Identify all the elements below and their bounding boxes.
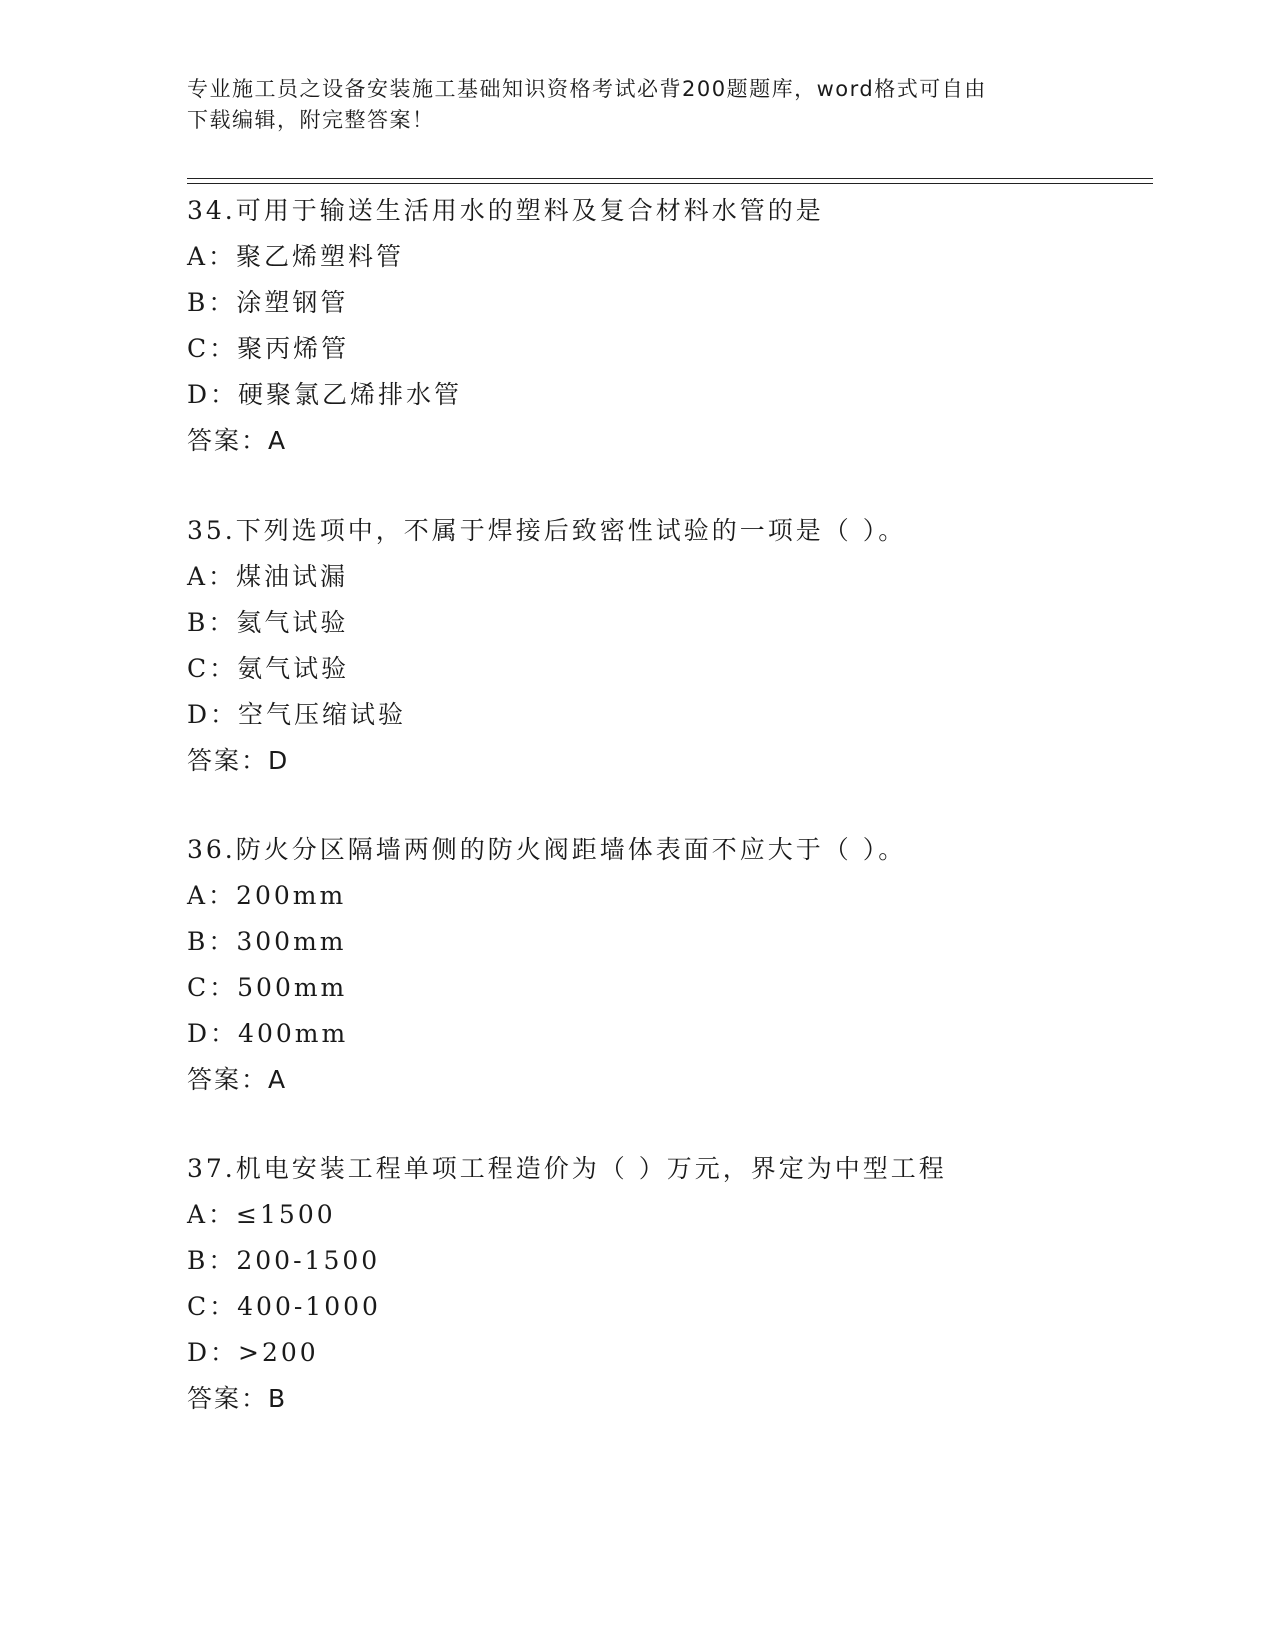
answer: 答案：B: [187, 1384, 288, 1413]
header-line-2: 下载编辑，附完整答案！: [187, 108, 435, 132]
option-a: A：≤1500: [187, 1200, 336, 1229]
question-stem: 36.防火分区隔墙两侧的防火阀距墙体表面不应大于（ ）。: [187, 835, 907, 864]
option-d: D：400mm: [187, 1019, 349, 1048]
question-stem: 37.机电安装工程单项工程造价为（ ）万元，界定为中型工程: [187, 1154, 947, 1183]
header-divider-top: [187, 178, 1153, 179]
answer: 答案：A: [187, 1065, 288, 1094]
option-b: B：200-1500: [187, 1246, 381, 1275]
question-36: [187, 827, 1167, 1103]
question-stem: 34.可用于输送生活用水的塑料及复合材料水管的是: [187, 196, 824, 225]
option-b: B：300mm: [187, 927, 347, 956]
header-line-1: 专业施工员之设备安装施工基础知识资格考试必背200题题库，word格式可自由: [187, 77, 987, 101]
option-c: C：500mm: [187, 973, 348, 1002]
option-d: D：>200: [187, 1338, 319, 1367]
option-d: D：空气压缩试验: [187, 700, 407, 729]
question-37: [187, 1146, 1167, 1422]
option-a: A：200mm: [187, 881, 347, 910]
option-b: B：涂塑钢管: [187, 288, 349, 317]
question-35: [187, 508, 1167, 784]
header-divider-bottom: [187, 183, 1153, 184]
option-c: C：氨气试验: [187, 654, 350, 683]
option-a: A：煤油试漏: [187, 562, 349, 591]
question-stem: 35.下列选项中，不属于焊接后致密性试验的一项是（ ）。: [187, 516, 907, 545]
option-a: A：聚乙烯塑料管: [187, 242, 405, 271]
option-c: C：400-1000: [187, 1292, 381, 1321]
option-c: C：聚丙烯管: [187, 334, 350, 363]
answer: 答案：A: [187, 426, 288, 455]
option-b: B：氦气试验: [187, 608, 349, 637]
question-34: [187, 188, 1167, 464]
option-d: D：硬聚氯乙烯排水管: [187, 380, 463, 409]
answer: 答案：D: [187, 746, 290, 775]
document-header: [187, 74, 1087, 136]
